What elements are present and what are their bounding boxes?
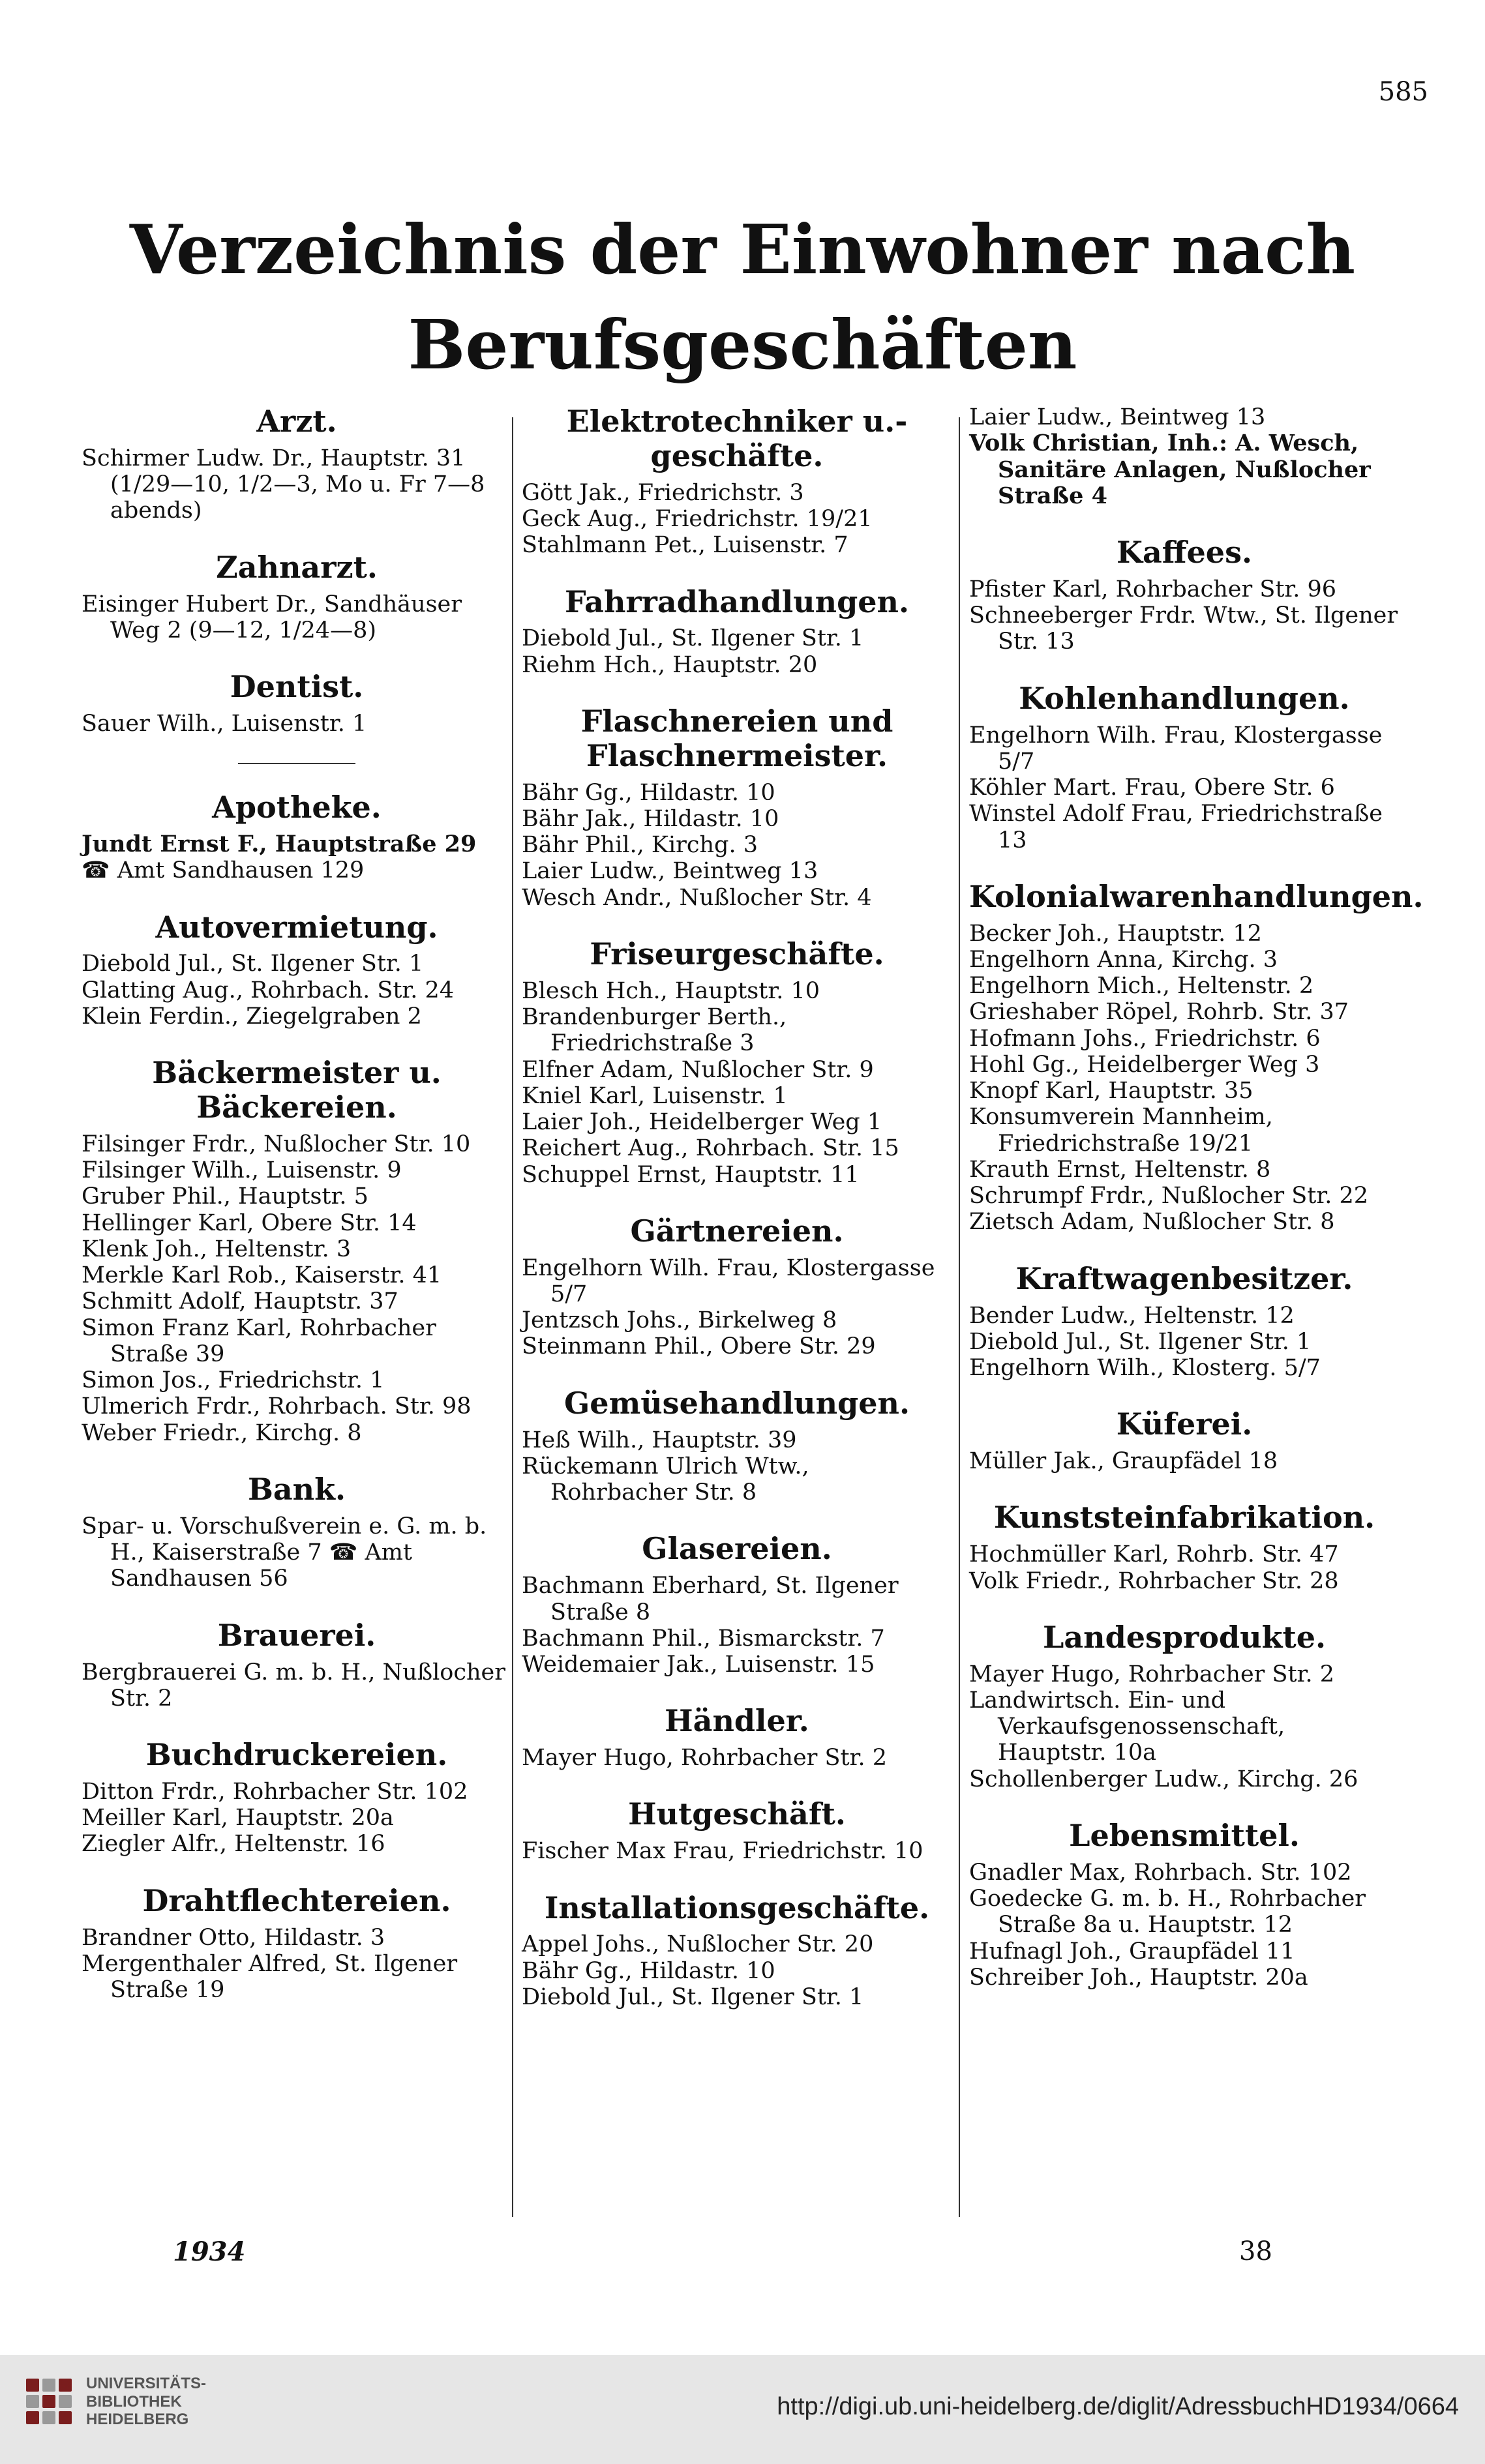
directory-entry: Knopf Karl, Hauptstr. 35 [969,1078,1253,1105]
directory-section [969,1407,1400,1474]
directory-entry: Bähr Jak., Hildastr. 10 [522,805,779,832]
directory-entry: Ziegler Alfr., Heltenstr. 16 [82,1831,385,1858]
directory-entry: Zietsch Adam, Nußlocher Str. 8 [969,1209,1335,1236]
directory-entry: Gnadler Max, Rohrbach. Str. 102 [969,1859,1352,1886]
directory-section [82,1618,512,1712]
directory-section [82,1884,512,2004]
section-heading: Drahtflechtereien. [142,1882,451,1918]
directory-entry: Laier Joh., Heidelberger Weg 1 [522,1109,882,1136]
section-heading: Installationsgeschäfte. [544,1890,930,1925]
directory-entry: Heß Wilh., Hauptstr. 39 [522,1427,797,1453]
directory-entry: Winstel Adolf Frau, Friedrichstraße 13 [969,801,1383,853]
directory-section [969,1500,1400,1594]
directory-entry: Blesch Hch., Hauptstr. 10 [522,977,820,1004]
section-heading: Brauerei. [217,1617,376,1653]
directory-entry: Brandenburger Berth., Friedrichstraße 3 [522,1004,787,1057]
directory-entry: Mergenthaler Alfred, St. Ilgener Straße 19 [82,1950,458,2004]
section-divider [238,763,355,764]
library-logo-icon [26,2379,72,2424]
column-2 [522,404,952,2036]
directory-entry: Pfister Karl, Rohrbacher Str. 96 [969,576,1337,602]
section-heading: Landesprodukte. [1042,1619,1326,1655]
page-title [0,202,1485,392]
directory-section [522,704,952,911]
directory-entry: Jentzsch Johs., Birkelweg 8 [522,1307,837,1334]
directory-section [82,790,512,883]
column-1 [82,404,512,2029]
directory-entry: Gött Jak., Friedrichstr. 3 [522,479,804,506]
directory-entry: Köhler Mart. Frau, Obere Str. 6 [969,775,1335,801]
directory-entry: Jundt Ernst F., Hauptstraße 29 [82,831,477,858]
directory-entry: Volk Friedr., Rohrbacher Str. 28 [969,1567,1339,1594]
directory-entry: Mayer Hugo, Rohrbacher Str. 2 [522,1745,887,1772]
directory-section [522,937,952,1188]
directory-entry: Wesch Andr., Nußlocher Str. 4 [522,884,872,911]
directory-entry: Eisinger Hubert Dr., Sandhäuser Weg 2 (9—12, 1/24—8) [82,591,462,644]
directory-entry: Meiller Karl, Hauptstr. 20a [82,1805,394,1832]
directory-entry: Diebold Jul., St. Ilgener Str. 1 [82,951,424,977]
section-heading: Bank. [247,1471,346,1507]
section-heading: Fahrradhandlungen. [565,584,909,619]
directory-section [969,535,1400,655]
directory-entry: Goedecke G. m. b. H., Rohrbacher Straße 8a u. Hauptstr. 12 [969,1886,1366,1938]
section-heading: Glasereien. [642,1531,832,1567]
directory-section [522,1532,952,1678]
directory-section [522,1386,952,1506]
directory-entry: Grieshaber Röpel, Rohrb. Str. 37 [969,999,1349,1026]
directory-section [969,681,1400,853]
directory-entry: Elfner Adam, Nußlocher Str. 9 [522,1056,874,1083]
directory-entry: Geck Aug., Friedrichstr. 19/21 [522,506,873,533]
directory-entry: Hochmüller Karl, Rohrb. Str. 47 [969,1541,1339,1568]
directory-entry: Volk Christian, Inh.: A. Wesch, Sanitäre Anlagen, Nußlocher Straße 4 [969,430,1371,509]
directory-entry: Rückemann Ulrich Wtw., Rohrbacher Str. 8 [522,1453,809,1506]
directory-entry: Filsinger Frdr., Nußlocher Str. 10 [82,1131,471,1157]
title-line-1: Verzeichnis der Einwohner nach [129,209,1356,289]
directory-entry: Ditton Frdr., Rohrbacher Str. 102 [82,1778,468,1805]
directory-section [969,1620,1400,1792]
section-heading: Lebensmittel. [1069,1817,1300,1853]
title-line-2: Berufsgeschäften [408,304,1077,385]
directory-entry: Engelhorn Wilh. Frau, Klostergasse 5/7 [969,722,1383,775]
directory-entry: Merkle Karl Rob., Kaiserstr. 41 [82,1262,442,1289]
directory-entry: Klenk Joh., Heltenstr. 3 [82,1236,352,1262]
directory-entry: Schrumpf Frdr., Nußlocher Str. 22 [969,1183,1368,1210]
directory-entry: Engelhorn Wilh. Frau, Klostergasse 5/7 [522,1254,935,1307]
directory-entry: Konsumverein Mannheim, Friedrichstraße 19/21 [969,1104,1273,1157]
directory-section [82,1738,512,1858]
directory-entry: Schmitt Adolf, Hauptstr. 37 [82,1288,398,1315]
section-heading: Arzt. [256,404,337,439]
directory-entry: Hofmann Johs., Friedrichstr. 6 [969,1025,1321,1052]
directory-entry: Spar- u. Vorschußverein e. G. m. b. H., Kaiserstraße 7 ☎ Amt Sandhausen 56 [82,1513,487,1592]
directory-entry: Kniel Karl, Luisenstr. 1 [522,1082,788,1109]
directory-entry: Gruber Phil., Hauptstr. 5 [82,1183,368,1210]
section-heading: Händler. [665,1703,809,1739]
directory-entry: Weber Friedr., Kirchg. 8 [82,1419,362,1446]
directory-entry: Landwirtsch. Ein- und Verkaufsgenossenschaft, Hauptstr. 10a [969,1687,1285,1766]
directory-section [82,550,512,644]
directory-section [82,404,512,524]
directory-entry: Simon Jos., Friedrichstr. 1 [82,1367,385,1394]
directory-entry: Laier Ludw., Beintweg 13 [522,858,818,885]
footer-year: 1934 [173,2236,246,2267]
directory-entry: Brandner Otto, Hildastr. 3 [82,1924,385,1951]
directory-entry: Filsinger Wilh., Luisenstr. 9 [82,1157,402,1184]
directory-entry: Glatting Aug., Rohrbach. Str. 24 [82,977,455,1003]
directory-entry: Krauth Ernst, Heltenstr. 8 [969,1156,1271,1183]
section-heading: Kohlenhandlungen. [1019,680,1350,716]
directory-section [522,1704,952,1771]
section-heading: Gärtnereien. [630,1213,844,1249]
directory-entry: Schuppel Ernst, Hauptstr. 11 [522,1161,860,1188]
directory-entry: Schreiber Joh., Hauptstr. 20a [969,1964,1308,1991]
directory-section [522,1797,952,1864]
library-logo-text: UNIVERSITÄTS- BIBLIOTHEK HEIDELBERG [86,2375,207,2429]
section-heading: Kaffees. [1117,535,1252,570]
section-heading: Zahnarzt. [216,549,378,585]
directory-section [82,670,512,737]
directory-entry: Hellinger Karl, Obere Str. 14 [82,1210,417,1236]
column-divider [959,417,960,2217]
directory-section [969,404,1400,509]
directory-section [82,1056,512,1446]
section-heading: Hutgeschäft. [628,1796,846,1832]
footer-page-number: 38 [1239,2236,1272,2266]
section-heading: Elektrotechniker u.-geschäfte. [566,404,908,473]
directory-entry: Diebold Jul., St. Ilgener Str. 1 [969,1328,1312,1355]
directory-entry: Stahlmann Pet., Luisenstr. 7 [522,532,848,559]
directory-entry: Riehm Hch., Hauptstr. 20 [522,651,818,678]
directory-section [82,910,512,1030]
viewer-footer-bar [0,2355,1485,2464]
directory-entry: Reichert Aug., Rohrbach. Str. 15 [522,1135,899,1162]
directory-entry: Weidemaier Jak., Luisenstr. 15 [522,1652,875,1678]
directory-entry: Müller Jak., Graupfädel 18 [969,1448,1278,1475]
directory-entry: Mayer Hugo, Rohrbacher Str. 2 [969,1661,1334,1687]
section-heading: Kunststeinfabrikation. [993,1500,1375,1536]
section-heading: Apotheke. [212,790,382,825]
directory-section [969,1818,1400,1991]
section-heading: Autovermietung. [155,909,438,945]
section-heading: Gemüsehandlungen. [564,1385,910,1421]
directory-entry: Bachmann Phil., Bismarckstr. 7 [522,1625,885,1652]
column-3 [969,404,1424,2017]
section-heading: Kolonialwarenhandlungen. [969,878,1424,914]
section-heading: Küferei. [1116,1406,1253,1442]
directory-entry: Simon Franz Karl, Rohrbacher Straße 39 [82,1314,436,1367]
column-divider [512,417,513,2217]
permalink-url[interactable]: http://digi.ub.uni-heidelberg.de/diglit/AdressbuchHD1934/0664 [777,2393,1459,2420]
directory-entry: Engelhorn Wilh., Klosterg. 5/7 [969,1355,1321,1382]
section-heading: Dentist. [230,669,364,705]
directory-entry: Schirmer Ludw. Dr., Hauptstr. 31 (1/29—10, 1/2—3, Mo u. Fr 7—8 abends) [82,445,485,524]
directory-entry: Bähr Phil., Kirchg. 3 [522,832,758,859]
directory-entry: Ulmerich Frdr., Rohrbach. Str. 98 [82,1393,472,1420]
directory-entry: Klein Ferdin., Ziegelgraben 2 [82,1003,422,1030]
directory-entry: Engelhorn Mich., Heltenstr. 2 [969,973,1314,1000]
page-number: 585 [1378,77,1428,107]
directory-section [522,404,952,559]
directory-entry: Bähr Gg., Hildastr. 10 [522,1957,775,1984]
directory-entry: Steinmann Phil., Obere Str. 29 [522,1333,876,1360]
library-logo[interactable] [26,2375,206,2429]
directory-entry: Fischer Max Frau, Friedrichstr. 10 [522,1838,923,1865]
section-heading: Bäckermeister u. Bäckereien. [152,1055,442,1125]
directory-entry: Schollenberger Ludw., Kirchg. 26 [969,1766,1358,1792]
directory-entry: Hufnagl Joh., Graupfädel 11 [969,1938,1295,1965]
directory-entry: ☎ Amt Sandhausen 129 [82,857,365,884]
directory-section [82,1472,512,1592]
section-heading: Buchdruckereien. [145,1737,448,1773]
directory-entry: Becker Joh., Hauptstr. 12 [969,920,1262,947]
directory-entry: Schneeberger Frdr. Wtw., St. Ilgener Str. 13 [969,602,1398,655]
directory-section [522,585,952,678]
directory-section [522,1214,952,1360]
directory-section [969,878,1424,1236]
directory-entry: Bähr Gg., Hildastr. 10 [522,779,775,806]
directory-entry: Appel Johs., Nußlocher Str. 20 [522,1931,874,1958]
directory-entry: Engelhorn Anna, Kirchg. 3 [969,946,1278,973]
directory-entry: Laier Ludw., Beintweg 13 [969,404,1266,430]
directory-entry: Diebold Jul., St. Ilgener Str. 1 [522,1983,864,2010]
directory-entry: Bachmann Eberhard, St. Ilgener Straße 8 [522,1573,899,1625]
section-heading: Flaschnereien und Flaschnermeister. [580,703,893,773]
directory-entry: Sauer Wilh., Luisenstr. 1 [82,710,367,737]
section-heading: Friseurgeschäfte. [590,936,884,972]
directory-section [969,1262,1400,1382]
directory-entry: Bender Ludw., Heltenstr. 12 [969,1302,1295,1329]
directory-entry: Bergbrauerei G. m. b. H., Nußlocher Str. 2 [82,1659,505,1712]
section-heading: Kraftwagenbesitzer. [1015,1260,1353,1296]
directory-entry: Diebold Jul., St. Ilgener Str. 1 [522,625,864,652]
directory-section [522,1891,952,2011]
directory-entry: Hohl Gg., Heidelberger Weg 3 [969,1051,1320,1078]
